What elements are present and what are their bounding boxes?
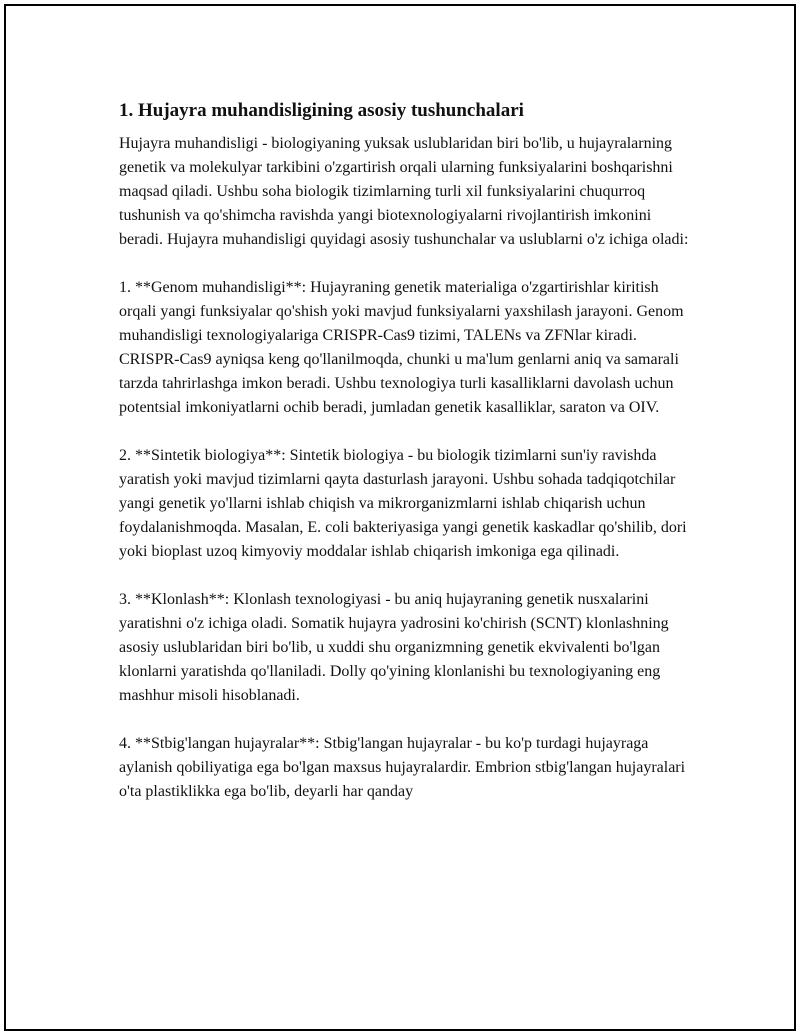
paragraph-cloning: 3. **Klonlash**: Klonlash texnologiyasi - bu aniq hujayraning genetik nusxalarini yaratishni o'z ichiga oladi. Somatik hujayra yadrosini ko'chirish (SCNT) klonlashning asosiy uslublaridan biri bo'lib, u xuddi shu organizmning genetik ekvivalenti bo'lgan klonlarni yaratishda qo'llaniladi. Dolly qo'yining klonlanishi bu texnologiyaning eng mashhur misoli hisoblanadi. [119,591,669,704]
intro-paragraph: Hujayra muhandisligi - biologiyaning yuksak uslublaridan biri bo'lib, u hujayralarning genetik va molekulyar tarkibini o'zgartirish orqali ularning funksiyalarini boshqarishni maqsad qiladi. Ushbu soha biologik tizimlarning turli xil funksiyalarini chuqurroq tushunish va qo'shimcha ravishda yangi biotexnologiyalarni rivojlantirish imkonini beradi. Hujayra muhandisligi quyidagi asosiy tushunchalar va uslublarni o'z ichiga oladi: [119,135,689,248]
document-body [119,98,691,828]
section-heading: 1. Hujayra muhandisligining asosiy tushunchalari [119,100,524,121]
paragraph-genome-engineering: 1. **Genom muhandisligi**: Hujayraning genetik materialiga o'zgartirishlar kiritish orqali yangi funksiyalar qo'shish yoki mavjud funksiyalarni yaxshilash jarayoni. Genom muhandisligi texnologiyalariga CRISPR-Cas9 tizimi, TALENs va ZFNlar kiradi. CRISPR-Cas9 ayniqsa keng qo'llanilmoqda, chunki u ma'lum genlarni aniq va samarali tarzda tahrirlashga imkon beradi. Ushbu texnologiya turli kasalliklarni davolash uchun potentsial imkoniyatlarni ochib beradi, jumladan genetik kasalliklar, saraton va OIV. [119,279,684,416]
document-page [4,4,796,1031]
paragraph-stem-cells: 4. **Stbig'langan hujayralar**: Stbig'langan hujayralar - bu ko'p turdagi hujayraga aylanish qobiliyatiga ega bo'lgan maxsus hujayralardir. Embrion stbig'langan hujayralari o'ta plastiklikka ega bo'lib, deyarli har qanday [119,735,686,800]
paragraph-synthetic-biology: 2. **Sintetik biologiya**: Sintetik biologiya - bu biologik tizimlarni sun'iy ravishda yaratish yoki mavjud tizimlarni qayta dasturlash jarayoni. Ushbu sohada tadqiqotchilar yangi genetik yo'llarni ishlab chiqish va mikrorganizmlarni ishlab chiqarish uchun foydalanishmoqda. Masalan, E. coli bakteriyasiga yangi genetik kaskadlar qo'shilib, dori yoki bioplast uzoq kimyoviy moddalar ishlab chiqarish imkoniga ega qilinadi. [119,447,687,560]
